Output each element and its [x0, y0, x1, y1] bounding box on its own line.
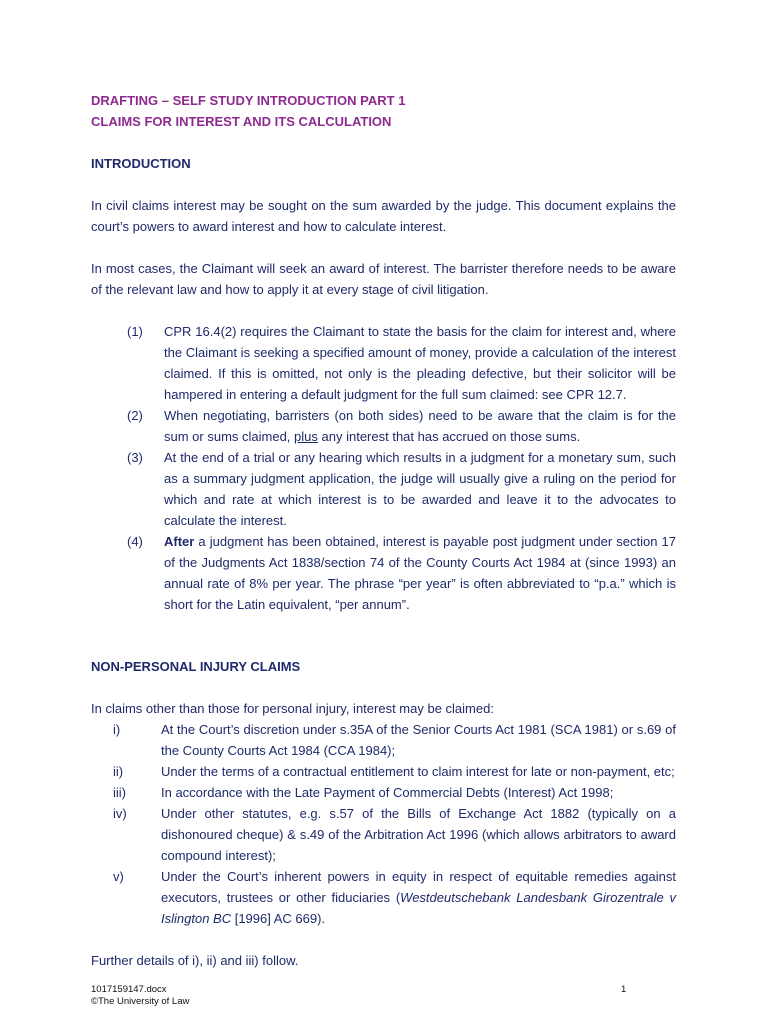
list-item: [113, 719, 676, 761]
list-item-number: v): [113, 869, 124, 884]
list-item: [127, 405, 676, 447]
intro-paragraph-1: In civil claims interest may be sought on the sum awarded by the judge. This document explains the court’s powers to award interest and how to calculate interest.: [91, 198, 676, 234]
text-fragment: any interest that has accrued on those sums.: [317, 429, 581, 444]
list-item-number: (3): [127, 450, 143, 465]
list-item: [113, 866, 676, 929]
npi-intro-paragraph: In claims other than those for personal injury, interest may be claimed:: [91, 701, 494, 716]
bold-word: After: [164, 534, 195, 549]
numbered-list: [127, 321, 676, 615]
list-item-text: CPR 16.4(2) requires the Claimant to state the basis for the claim for interest and, where the Claimant is seeking a specified amount of money, provide a calculation of the interest claimed. If this is omitted, not only is the pleading defective, but their solicitor will be hampered in entering a default judgment for the full sum claimed: see CPR 12.7.: [164, 324, 676, 402]
text-fragment: a judgment has been obtained, interest is payable post judgment under section 17 of the Judgments Act 1838/section 74 of the County Courts Act 1984 at (since 1993) an annual rate of 8% per year. The phrase “per year” is often abbreviated to “p.a.” which is short for the Latin equivalent, “per annum”.: [164, 534, 676, 612]
footer-filename: 1017159147.docx: [91, 984, 167, 995]
intro-paragraph-2: In most cases, the Claimant will seek an award of interest. The barrister therefore needs to be aware of the relevant law and how to apply it at every stage of civil litigation.: [91, 261, 676, 297]
further-details-paragraph: Further details of i), ii) and iii) follow.: [91, 953, 299, 968]
list-item-number: ii): [113, 764, 124, 779]
text-fragment: When negotiating, barristers (on both sides) need to be aware that the claim is for the sum or sums claimed,: [164, 408, 676, 444]
title-line-2: CLAIMS FOR INTEREST AND ITS CALCULATION: [91, 114, 392, 129]
list-item: [127, 531, 676, 615]
text-fragment: Under the Court’s inherent powers in equity in respect of equitable remedies against executors, trustees or other fiduciaries (: [161, 869, 676, 905]
footer-copyright: ©The University of Law: [91, 996, 190, 1007]
introduction-heading: INTRODUCTION: [91, 156, 191, 171]
list-item-text: [161, 866, 676, 929]
list-item: [113, 803, 676, 866]
page-number: 1: [621, 984, 627, 995]
list-item-number: (2): [127, 408, 143, 423]
list-item-text: [164, 405, 676, 447]
list-item-number: iv): [113, 806, 127, 821]
list-item-text: At the Court’s discretion under s.35A of the Senior Courts Act 1981 (SCA 1981) or s.69 of the County Courts Act 1984 (CCA 1984);: [161, 722, 676, 758]
title-line-1: DRAFTING – SELF STUDY INTRODUCTION PART 1: [91, 93, 406, 108]
list-item-number: iii): [113, 785, 126, 800]
list-item-text: [164, 531, 676, 615]
underlined-word: plus: [294, 429, 318, 444]
list-item-number: i): [113, 722, 121, 737]
list-item-text: At the end of a trial or any hearing which results in a judgment for a monetary sum, such as a summary judgment application, the judge will usually give a ruling on the period for which and rate at which interest is to be awarded and leave it to the advocates to calculate the interest.: [164, 450, 676, 528]
list-item: [113, 782, 676, 803]
document-title: [91, 90, 405, 132]
list-item: [127, 321, 676, 405]
list-item-text: Under other statutes, e.g. s.57 of the Bills of Exchange Act 1882 (typically on a dishonoured cheque) & s.49 of the Arbitration Act 1996 (which allows arbitrators to award compound interest);: [161, 806, 676, 863]
non-personal-injury-heading: NON-PERSONAL INJURY CLAIMS: [91, 659, 301, 674]
case-citation: Westdeutschebank Landesbank Girozentrale v Islington BC: [161, 890, 676, 926]
list-item: [113, 761, 676, 782]
roman-list: [113, 719, 676, 929]
page-footer: [91, 984, 189, 1008]
list-item: [127, 447, 676, 531]
list-item-number: (4): [127, 534, 143, 549]
text-fragment: [1996] AC 669).: [231, 911, 326, 926]
list-item-text: Under the terms of a contractual entitlement to claim interest for late or non-payment, etc;: [161, 764, 675, 779]
list-item-text: In accordance with the Late Payment of Commercial Debts (Interest) Act 1998;: [161, 785, 614, 800]
list-item-number: (1): [127, 324, 143, 339]
